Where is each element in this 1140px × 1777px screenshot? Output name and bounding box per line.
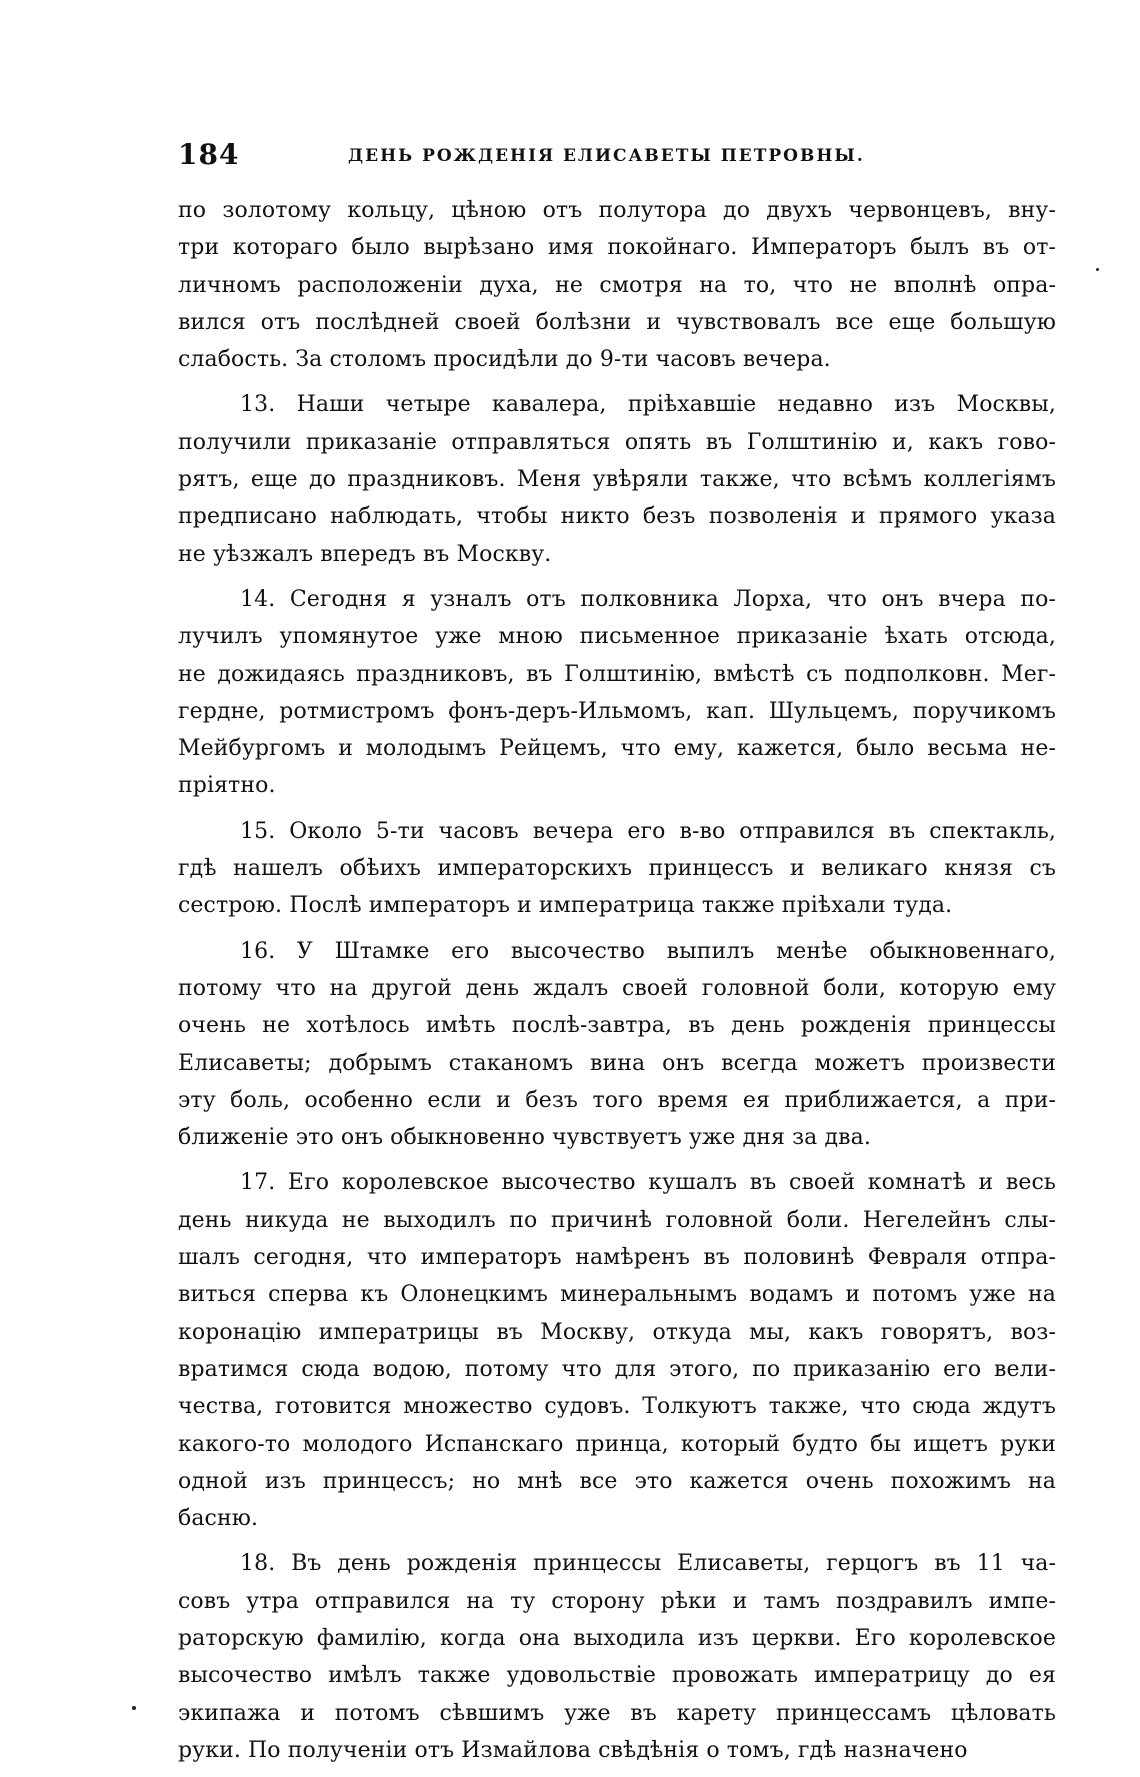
text-line: очень не хотѣлось имѣть послѣ-завтра, въ день рожденія принцессы — [178, 1013, 1056, 1039]
text-line: рятъ, еще до праздниковъ. Меня увѣряли также, что всѣмъ коллегіямъ — [178, 467, 1056, 493]
text-line: три котораго было вырѣзано имя покойнаго. Императоръ былъ въ от- — [178, 235, 1056, 261]
text-line: личномъ расположеніи духа, не смотря на то, что не вполнѣ опра- — [178, 272, 1056, 298]
text-line: коронацію императрицы въ Москву, откуда мы, какъ говорятъ, воз- — [178, 1319, 1056, 1345]
paragraph-p14 — [178, 581, 1056, 805]
text-line: одной изъ принцессъ; но мнѣ все это кажется очень похожимъ на — [178, 1468, 1056, 1494]
text-line: 16. У Штамке его высочество выпилъ менѣе обыкновеннаго, — [240, 938, 1056, 964]
text-line: совъ утра отправился на ту сторону рѣки и тамъ поздравилъ импе- — [178, 1588, 1056, 1614]
text-line: 14. Сегодня я узналъ отъ полковника Лорха, что онъ вчера по- — [240, 586, 1056, 612]
text-line: какого-то молодого Испанскаго принца, который будто бы ищетъ руки — [178, 1431, 1056, 1457]
text-line: ближеніе это онъ обыкновенно чувствуетъ уже дня за два. — [178, 1125, 871, 1151]
paragraph-p15 — [178, 813, 1056, 925]
text-line: виться сперва къ Олонецкимъ минеральнымъ водамъ и потомъ уже на — [178, 1282, 1056, 1308]
text-line: басню. — [178, 1506, 259, 1532]
text-line: не дожидаясь праздниковъ, въ Голштинію, вмѣстѣ съ подполковн. Мег- — [178, 661, 1056, 687]
paragraph-p17 — [178, 1164, 1056, 1537]
text-line: раторскую фамилію, когда она выходила изъ церкви. Его королевское — [178, 1625, 1056, 1651]
text-line: 15. Около 5-ти часовъ вечера его в-во отправился въ спектакль, — [240, 818, 1056, 844]
text-line: эту боль, особенно если и безъ того время ея приближается, а при- — [178, 1087, 1056, 1113]
text-line: шалъ сегодня, что императоръ намѣренъ въ половинѣ Февраля отпра- — [178, 1245, 1056, 1271]
text-line: лучилъ упомянутое уже мною письменное приказаніе ѣхать отсюда, — [178, 624, 1056, 650]
text-line: 13. Наши четыре кавалера, пріѣхавшіе недавно изъ Москвы, — [240, 392, 1056, 418]
text-line: слабость. За столомъ просидѣли до 9-ти часовъ вечера. — [178, 347, 831, 373]
text-line: чества, готовится множество судовъ. Толкуютъ также, что сюда ждутъ — [178, 1394, 1056, 1420]
text-line: предписано наблюдать, чтобы никто безъ позволенія и прямого указа — [178, 504, 1056, 530]
page-number: 184 — [178, 138, 240, 171]
text-line: сестрою. Послѣ императоръ и императрица также пріѣхали туда. — [178, 893, 953, 919]
scan-speck — [1096, 268, 1099, 271]
text-line: по золотому кольцу, цѣною отъ полутора до двухъ червонцевъ, вну- — [178, 198, 1056, 223]
text-line: руки. По полученіи отъ Измайлова свѣдѣнія о томъ, гдѣ назначено — [178, 1737, 968, 1763]
text-line: гдѣ нашелъ обѣихъ императорскихъ принцессъ и великаго князя съ — [178, 856, 1056, 882]
paragraph-p13 — [178, 386, 1056, 572]
text-line: высочество имѣлъ также удовольствіе провожать императрицу до ея — [178, 1663, 1056, 1689]
text-line: получили приказаніе отправляться опять въ Голштинію и, какъ гово- — [178, 429, 1056, 455]
scan-speck — [132, 1706, 136, 1710]
text-line: вратимся сюда водою, потому что для этого, по приказанію его вели- — [178, 1356, 1056, 1382]
text-line: гердне, ротмистромъ фонъ-деръ-Ильмомъ, кап. Шульцемъ, поручикомъ — [178, 698, 1056, 724]
text-line: потому что на другой день ждалъ своей головной боли, которую ему — [178, 975, 1056, 1001]
paragraph-p16 — [178, 933, 1056, 1157]
body-text — [178, 192, 1056, 1777]
text-line: день никуда не выходилъ по причинѣ головной боли. Негелейнъ слы- — [178, 1207, 1056, 1233]
running-title: ДЕНЬ РОЖДЕНІЯ ЕЛИСАВЕТЫ ПЕТРОВНЫ. — [348, 146, 865, 166]
text-line: не уѣзжалъ впередъ въ Москву. — [178, 541, 552, 567]
text-line: 17. Его королевское высочество кушалъ въ своей комнатѣ и весь — [240, 1170, 1056, 1196]
text-line: Мейбургомъ и молодымъ Рейцемъ, что ему, кажется, было весьма не- — [178, 736, 1056, 762]
text-line: экипажа и потомъ сѣвшимъ уже въ карету принцессамъ цѣловать — [178, 1700, 1056, 1726]
text-line: вился отъ послѣдней своей болѣзни и чувствовалъ все еще большую — [178, 309, 1056, 335]
paragraph-p0 — [178, 192, 1056, 378]
text-line: 18. Въ день рожденія принцессы Елисаветы, герцогъ въ 11 ча- — [240, 1551, 1056, 1577]
paragraph-p18 — [178, 1545, 1056, 1769]
text-line: Елисаветы; добрымъ стаканомъ вина онъ всегда можетъ произвести — [178, 1050, 1056, 1076]
page-header — [178, 138, 1058, 178]
text-line: пріятно. — [178, 773, 276, 799]
